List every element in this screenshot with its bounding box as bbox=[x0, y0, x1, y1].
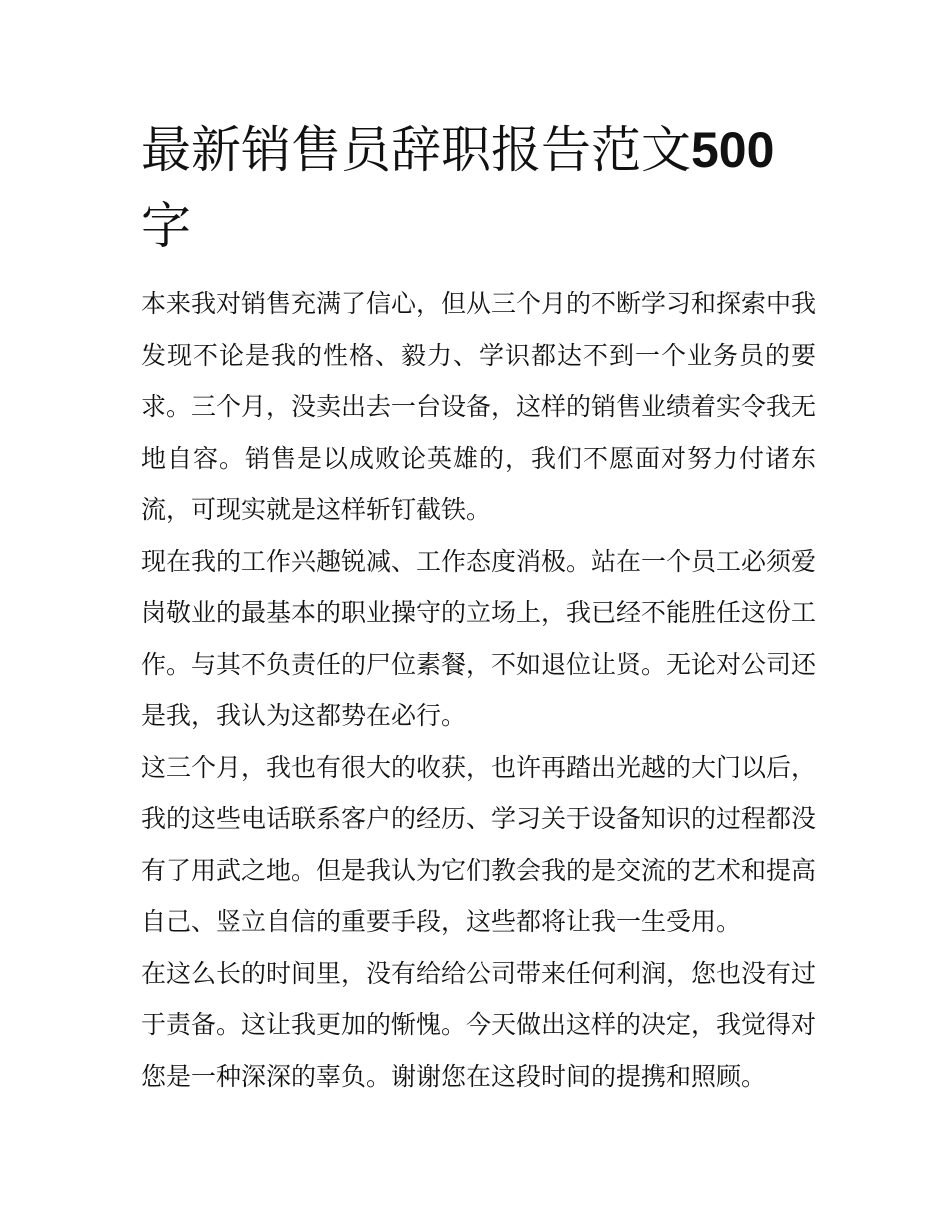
page-title bbox=[141, 112, 821, 264]
title-text: 最新销售员辞职报告范文 bbox=[141, 121, 691, 179]
paragraph-2: 现在我的工作兴趣锐减、工作态度消极。站在一个员工必须爱岗敬业的最基本的职业操守的立场上，我已经不能胜任这份工作。与其不负责任的尸位素餐，不如退位让贤。无论对公司还是我，我认为这都势在必行。 bbox=[141, 546, 817, 730]
title-number: 500 bbox=[691, 122, 775, 178]
title-suffix: 字 bbox=[141, 197, 191, 255]
paragraph-3: 这三个月，我也有很大的收获，也许再踏出光越的大门以后，我的这些电话联系客户的经历、学习关于设备知识的过程都没有了用武之地。但是我认为它们教会我的是交流的艺术和提高自己、竖立自信的重要手段，这些都将让我一生受用。 bbox=[141, 752, 817, 936]
paragraph-1: 本来我对销售充满了信心，但从三个月的不断学习和探索中我发现不论是我的性格、毅力、学识都达不到一个业务员的要求。三个月，没卖出去一台设备，这样的销售业绩着实令我无地自容。销售是以成败论英雄的，我们不愿面对努力付诸东流，可现实就是这样斩钉截铁。 bbox=[141, 289, 817, 524]
paragraph-4: 在这么长的时间里，没有给给公司带来任何利润，您也没有过于责备。这让我更加的惭愧。今天做出这样的决定，我觉得对您是一种深深的辜负。谢谢您在这段时间的提携和照顾。 bbox=[141, 958, 817, 1091]
document-body bbox=[141, 278, 816, 1102]
